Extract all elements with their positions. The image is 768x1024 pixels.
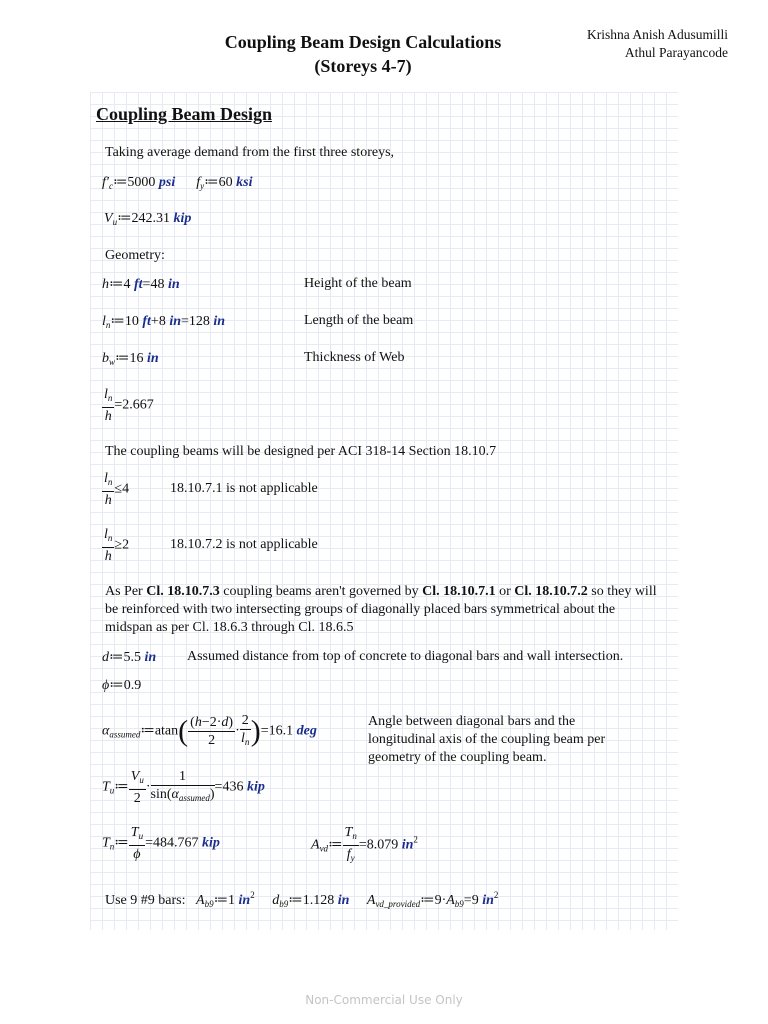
para-clause-2: Cl. 18.10.7.1 (422, 584, 496, 599)
authors (587, 26, 728, 62)
tu-value: 436 (222, 779, 244, 795)
ratio-value: 2.667 (122, 397, 154, 413)
limit-2-value: 2 (122, 537, 130, 553)
h-in-value: 48 (150, 277, 165, 292)
para-mid: coupling beams aren't governed by (223, 584, 419, 599)
watermark-footer: Non-Commercial Use Only (305, 993, 463, 1007)
author-1: Krishna Anish Adusumilli (586, 27, 728, 42)
para-rest: so they will be reinforced with two intersecting groups of diagonally placed bars symmetrical about the midspan as per Cl. 18.6.3 through Cl. 18.6.5 (105, 584, 657, 635)
fy-value: 60 (218, 175, 233, 190)
limit-1-value: 4 (122, 481, 130, 497)
use-bars-text: Use 9 #9 bars: (105, 893, 186, 908)
check-1-eq: $\frac{l_n}{h}$ ≤4 (104, 471, 130, 508)
vu-value: 242.31 (131, 211, 171, 226)
avd-prov-mult: 9 (434, 893, 442, 908)
shear-demand: $V_u≔242.31$ kip (104, 211, 192, 227)
check-2-text: 18.10.7.2 is not applicable (170, 537, 318, 552)
para-clause-1: Cl. 18.10.7.3 (146, 584, 220, 599)
material-props: $f'_c≔5000$ psi $f_y≔60$ ksi (102, 175, 253, 191)
aci-text: The coupling beams will be designed per ACI 318-14 Section 18.10.7 (105, 444, 497, 459)
avd-value: 8.079 (366, 837, 399, 853)
para-clause-3: Cl. 18.10.7.2 (514, 584, 588, 599)
phi-value: 0.9 (123, 678, 142, 693)
fc-value: 5000 (127, 175, 156, 190)
reinforcement-paragraph (105, 583, 660, 637)
alpha-value: 16.1 (268, 723, 294, 739)
tu-eq: $T_u≔$ $\frac{V_u}{2}$ · $\frac{1}{\sin(\alpha_{assumed})}$ =436 kip (102, 769, 265, 806)
ln-in-value: 128 (188, 314, 210, 329)
db9-value: 1.128 (302, 893, 335, 908)
ln-in-add-value: 8 (158, 314, 166, 329)
tn-eq: $T_n≔$ $\frac{T_u}{\phi}$ =484.767 kip (102, 825, 220, 862)
para-or: or (499, 584, 511, 599)
height-eq: h≔4 ft=48 in (102, 277, 180, 292)
para-as-per: As Per (105, 584, 143, 599)
height-desc: Height of the beam (304, 276, 412, 291)
check-2-eq: $\frac{l_n}{h}$ ≥2 (104, 527, 130, 564)
d-eq: d≔5.5 in (102, 650, 157, 665)
avd-prov-value: 9 (471, 893, 479, 908)
ab9-value: 1 (228, 893, 236, 908)
web-eq: $b_w≔16$ in (102, 351, 159, 367)
length-desc: Length of the beam (304, 313, 414, 328)
web-desc: Thickness of Web (304, 350, 405, 365)
length-eq: $l_n≔10$ ft+8 in=128 in (102, 314, 226, 330)
title-line-1: Coupling Beam Design Calculations (224, 32, 502, 52)
intro-text: Taking average demand from the first three storeys, (105, 145, 395, 160)
phi-eq: ϕ≔0.9 (102, 678, 142, 693)
bw-value: 16 (129, 351, 144, 366)
avd-eq: $A_{vd}≔$ $\frac{T_n}{f_y}$ =8.079 $in^2$ (311, 825, 418, 863)
ratio-eq: $\frac{l_n}{h}$ =2.667 (104, 387, 154, 424)
geometry-label: Geometry: (105, 248, 165, 263)
d-desc: Assumed distance from top of concrete to diagonal bars and wall intersection. (187, 649, 624, 664)
ln-ft-value: 10 (124, 314, 139, 329)
author-2: Athul Parayancode (624, 45, 728, 60)
section-heading: Coupling Beam Design (96, 104, 273, 124)
alpha-desc: Angle between diagonal bars and the longitudinal axis of the coupling beam per geometry of the coupling beam. (368, 714, 606, 765)
title-line-2: (Storeys 4-7) (314, 56, 412, 76)
alpha-eq: $\alpha_{assumed}≔atan$( $\frac{(h-2\cdot d)}{2}$ · $\frac{2}{l_n}$ )=16.1 deg (102, 713, 317, 748)
document-title (190, 30, 536, 78)
h-ft-value: 4 (123, 277, 131, 292)
tn-value: 484.767 (152, 835, 199, 851)
check-1-text: 18.10.7.1 is not applicable (170, 481, 318, 496)
d-value: 5.5 (123, 650, 141, 665)
bars-line: Use 9 #9 bars: $A_{b9}≔1$ $in^2$ $d_{b9}≔1.128$ in $A_{vd\_provided}≔9\cdot A_{b9}=9$ $in^2$ (105, 890, 499, 909)
